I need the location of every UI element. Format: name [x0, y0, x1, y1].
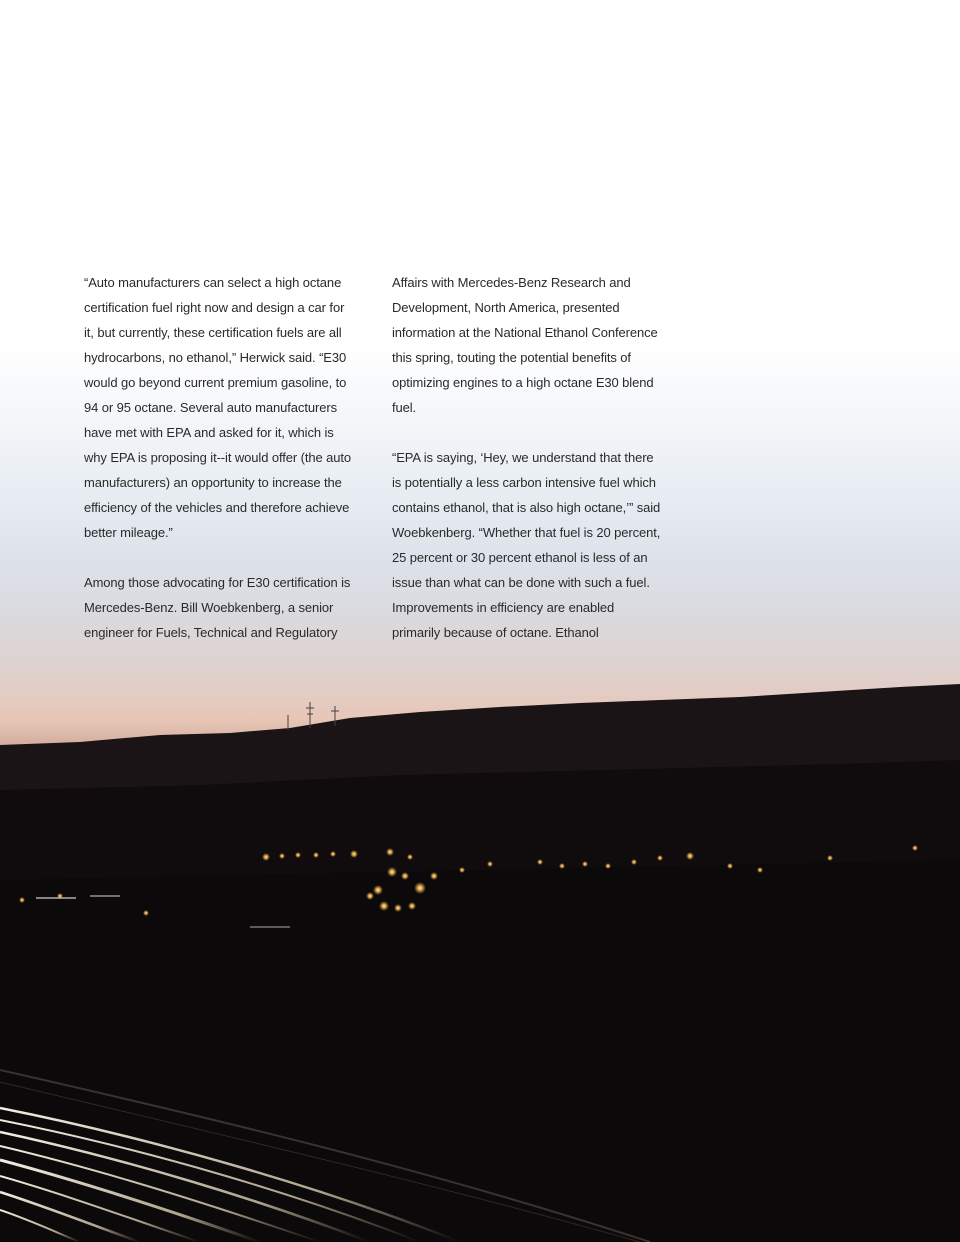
- paragraph: Among those advocating for E30 certification is Mercedes-Benz. Bill Woebkenberg, a senior engineer for Fuels, Technical and Regulatory: [84, 575, 351, 640]
- text-column-left: [84, 270, 356, 645]
- paragraph: “Auto manufacturers can select a high octane certification fuel right now and design a car for it, but currently, these certification fuels are all hydrocarbons, no ethanol,” Herwick said. “E30 would go beyond current premium gasoline, to 94 or 95 octane. Several auto manufacturers have met with EPA and asked for it, which is why EPA is proposing it--it would offer (the auto manufacturers) an opportunity to increase the efficiency of the vehicles and therefore achieve better mileage.”: [84, 275, 352, 540]
- paragraph: Affairs with Mercedes-Benz Research and Development, North America, presented information at the National Ethanol Conference this spring, touting the potential benefits of optimizing engines to a high octane E30 blend fuel.: [392, 275, 658, 415]
- article-body: [84, 270, 664, 645]
- text-column-right: [392, 270, 664, 645]
- paragraph: “EPA is saying, ‘Hey, we understand that there is potentially a less carbon intensive fuel which contains ethanol, that is also high octane,’” said Woebkenberg. “Whether that fuel is 20 percent, 25 percent or 30 percent ethanol is less of an issue than what can be done with such a fuel. Improvements in efficiency are enabled primarily because of octane. Ethanol: [392, 450, 661, 640]
